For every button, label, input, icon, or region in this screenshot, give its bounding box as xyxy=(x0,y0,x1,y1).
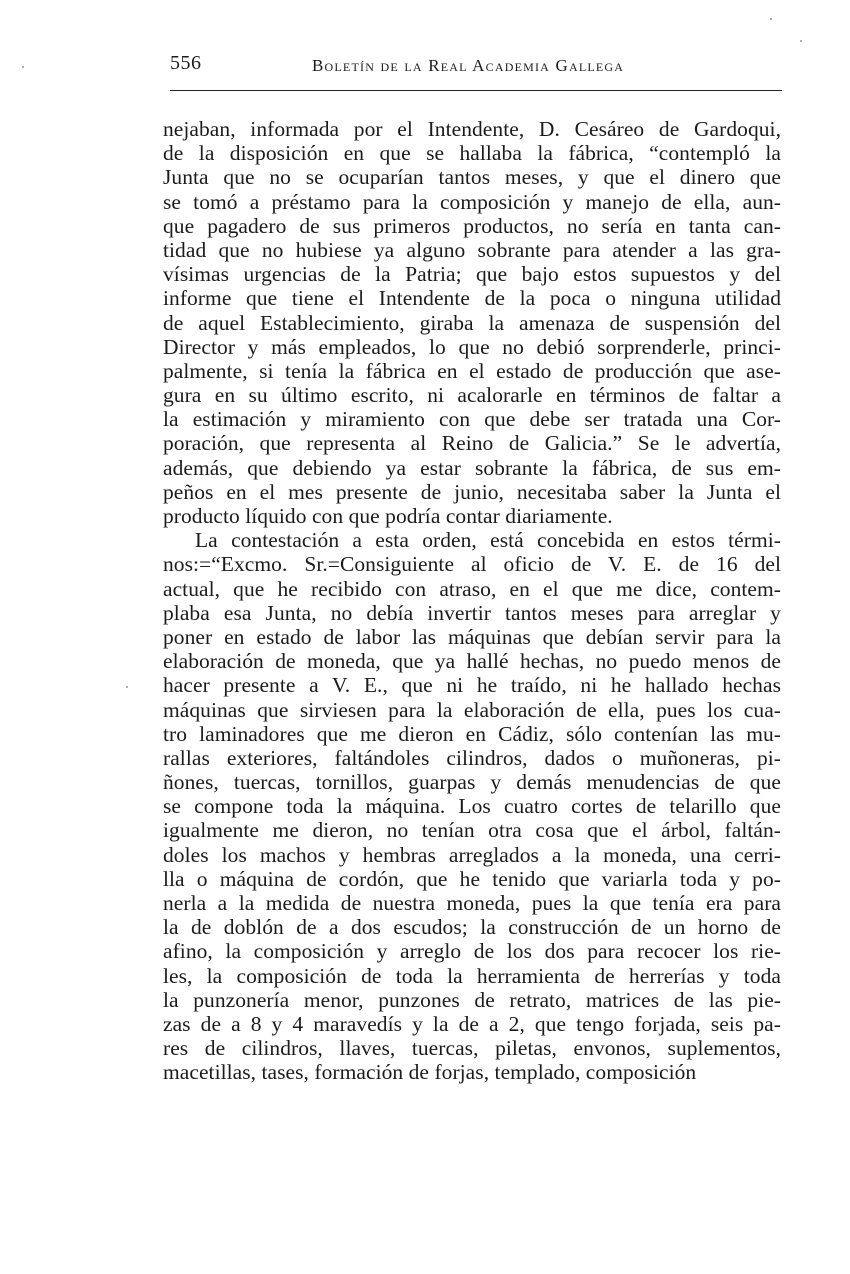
text-line: zas de a 8 y 4 maravedís y la de a 2, que tengo forjada, seis pa- xyxy=(163,1011,781,1036)
text-line: gura en su último escrito, ni acalorarle en términos de faltar a xyxy=(163,383,781,408)
text-line: tidad que no hubiese ya alguno sobrante para atender a las gra- xyxy=(163,237,781,262)
text-line: macetillas, tases, formación de forjas, templado, composición xyxy=(163,1060,697,1085)
text-line: además, que debiendo ya estar sobrante la fábrica, de sus em- xyxy=(163,455,781,480)
scan-speckle xyxy=(126,686,128,688)
text-line: hacer presente a V. E., que ni he traído, ni he hallado hechas xyxy=(163,673,781,698)
text-line: la de doblón de a dos escudos; la construcción de un horno de xyxy=(163,915,781,940)
text-line: peños en el mes presente de junio, necesitaba saber la Junta el xyxy=(163,479,781,504)
text-line: de la disposición en que se hallaba la fábrica, “contempló la xyxy=(163,141,781,166)
paragraph xyxy=(163,528,781,1084)
text-line: poración, que representa al Reino de Galicia.” Se le advertía, xyxy=(163,431,781,456)
text-line: se tomó a préstamo para la composición y manejo de ella, aun- xyxy=(163,189,781,214)
text-line: nerla a la medida de nuestra moneda, pues la que tenía era para xyxy=(163,891,781,915)
scan-speckle xyxy=(22,66,24,68)
text-line: res de cilindros, llaves, tuercas, piletas, envonos, suplementos, xyxy=(163,1036,781,1061)
running-title: Boletín de la Real Academia Gallega xyxy=(312,56,625,75)
text-line: nejaban, informada por el Intendente, D. Cesáreo de Gardoqui, xyxy=(163,117,781,141)
text-line: que pagadero de sus primeros productos, no sería en tanta can- xyxy=(163,213,781,238)
text-line: les, la composición de toda la herramienta de herrerías y toda xyxy=(163,963,781,988)
text-line: afino, la composición y arreglo de los dos para recocer los rie- xyxy=(163,939,781,964)
text-line: vísimas urgencias de la Patria; que bajo estos supuestos y del xyxy=(163,262,781,287)
text-line: poner en estado de labor las máquinas que debían servir para la xyxy=(163,624,781,649)
text-line: la estimación y miramiento con que debe ser tratada una Cor- xyxy=(163,407,781,432)
text-line: Junta que no se ocuparían tantos meses, y que el dinero que xyxy=(163,165,781,190)
scan-speckle xyxy=(770,18,772,20)
body-text xyxy=(163,117,781,1085)
page-header xyxy=(170,52,782,92)
text-line: lla o máquina de cordón, que he tenido que variarla toda y po- xyxy=(163,866,781,891)
text-line: ñones, tuercas, tornillos, guarpas y demás menudencias de que xyxy=(163,770,781,795)
text-line: tro laminadores que me dieron en Cádiz, sólo contenían las mu- xyxy=(163,721,781,746)
paragraph xyxy=(163,117,781,528)
text-line: igualmente me dieron, no tenían otra cosa que el árbol, faltán- xyxy=(163,818,781,843)
text-line: plaba esa Junta, no debía invertir tantos meses para arreglar y xyxy=(163,600,781,625)
text-line: máquinas que sirviesen para la elaboración de ella, pues los cua- xyxy=(163,697,781,722)
text-line: Director y más empleados, lo que no debió sorprenderle, princi- xyxy=(163,334,781,359)
text-line: de aquel Establecimiento, giraba la amenaza de suspensión del xyxy=(163,310,781,335)
text-line: la punzonería menor, punzones de retrato, matrices de las pie- xyxy=(163,987,781,1012)
text-line: nos:=“Excmo. Sr.=Consiguiente al oficio de V. E. de 16 del xyxy=(163,552,781,577)
text-line: La contestación a esta orden, está concebida en estos térmi- xyxy=(195,528,781,553)
scan-speckle xyxy=(800,40,802,42)
text-line: informe que tiene el Intendente de la poca o ninguna utilidad xyxy=(163,286,781,311)
page-number: 556 xyxy=(170,52,202,74)
text-line: elaboración de moneda, que ya hallé hechas, no puedo menos de xyxy=(163,649,781,674)
text-line: se compone toda la máquina. Los cuatro cortes de telarillo que xyxy=(163,794,781,819)
text-line: producto líquido con que podría contar diariamente. xyxy=(163,504,613,528)
text-line: palmente, si tenía la fábrica en el estado de producción que ase- xyxy=(163,358,781,383)
text-line: actual, que he recibido con atraso, en el que me dice, contem- xyxy=(163,576,781,601)
header-rule xyxy=(170,90,782,91)
text-line: doles los machos y hembras arreglados a la moneda, una cerri- xyxy=(163,842,781,867)
text-line: rallas exteriores, faltándoles cilindros, dados o muñoneras, pi- xyxy=(163,745,781,770)
